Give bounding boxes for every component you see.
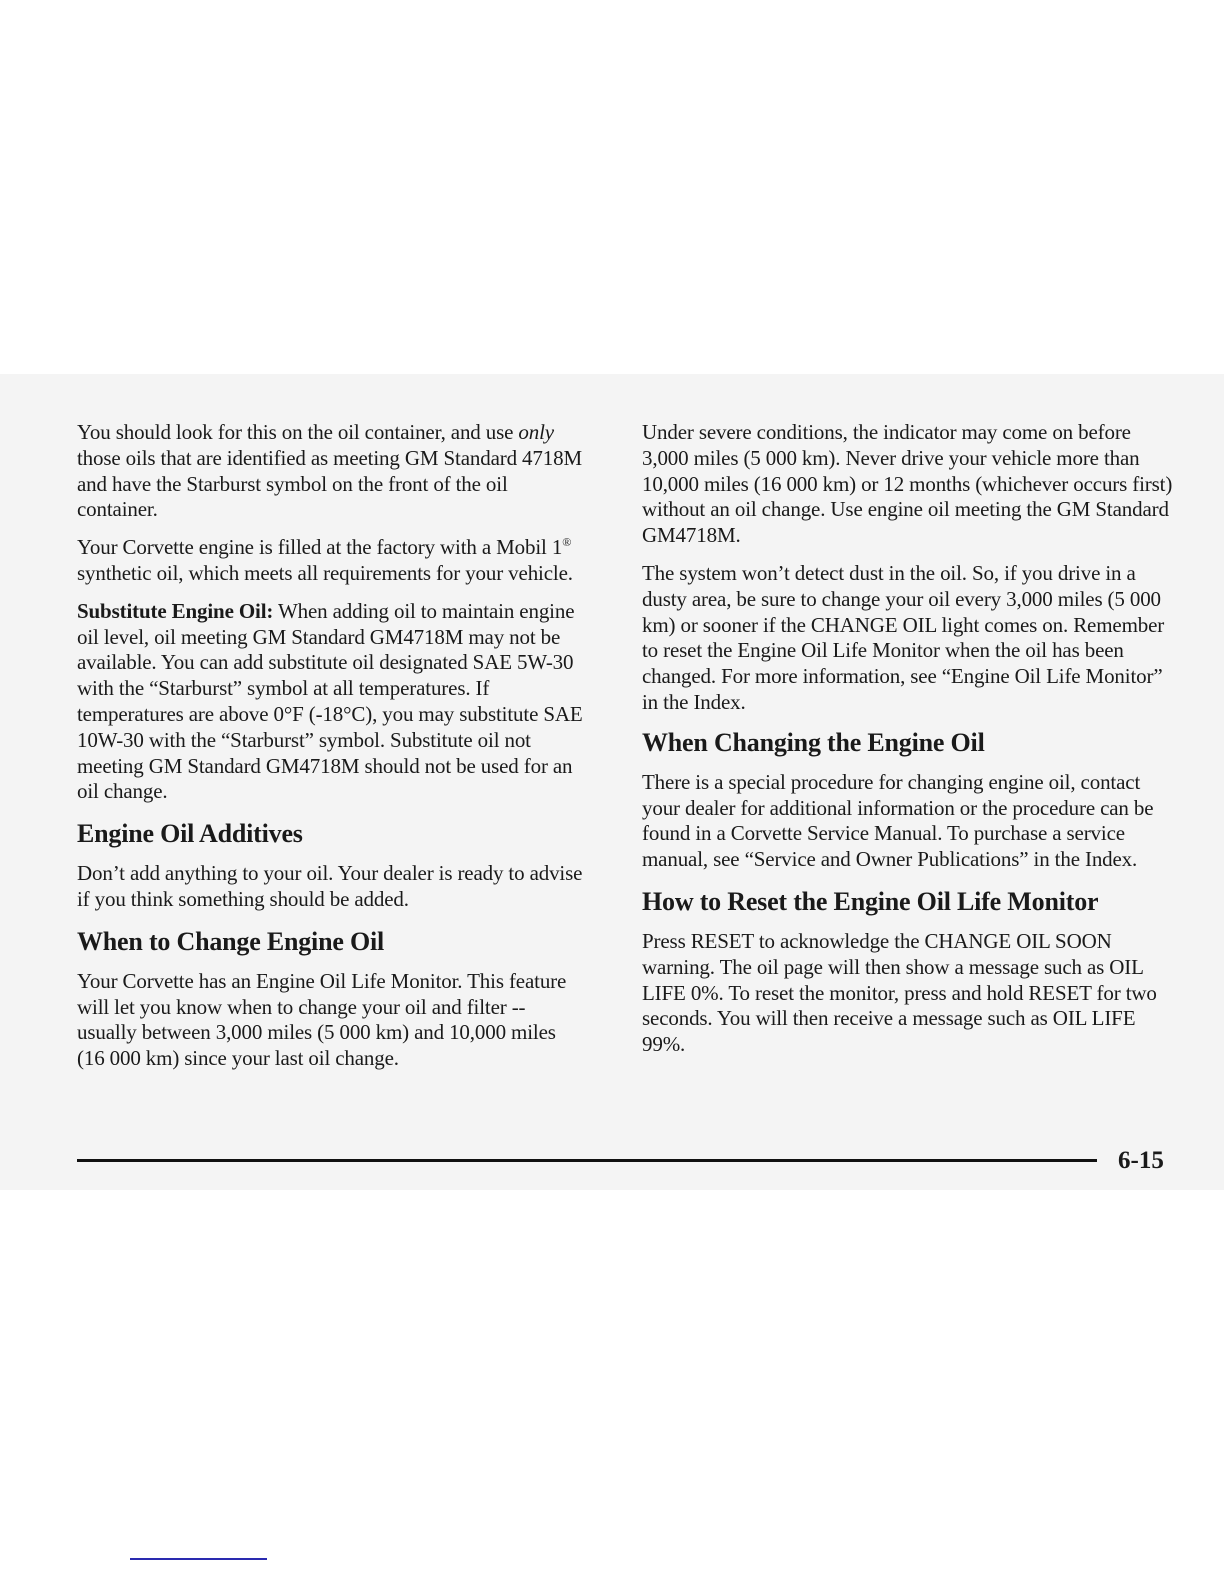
oil-container-paragraph: You should look for this on the oil container, and use only those oils that are identified as meeting GM Standard 4718M and have the Starburst symbol on the front of the oil container. (77, 420, 582, 522)
heading-when-to-change-oil: When to Change Engine Oil (77, 926, 385, 956)
severe-conditions-paragraph: Under severe conditions, the indicator may come on before 3,000 miles (5 000 km). Never drive your vehicle more than 10,000 miles (16 000 km) or 12 months (whichever occurs first) without an oil change. Use engine oil meeting the GM Standard GM4718M. (642, 420, 1173, 548)
additives-paragraph: Don’t add anything to your oil. Your dealer is ready to advise if you think something should be added. (77, 861, 583, 911)
factory-fill-paragraph: Your Corvette engine is filled at the factory with a Mobil 1® synthetic oil, which meets all requirements for your vehicle. (77, 535, 573, 585)
footer-rule (77, 1159, 1097, 1162)
oil-life-monitor-paragraph: Your Corvette has an Engine Oil Life Monitor. This feature will let you know when to change your oil and filter -- usually between 3,000 miles (5 000 km) and 10,000 miles (16 000 km) since your last oil change. (77, 968, 567, 1071)
heading-engine-oil-additives: Engine Oil Additives (77, 819, 303, 849)
heading-when-changing-oil: When Changing the Engine Oil (642, 727, 985, 757)
right-column (642, 420, 1182, 1070)
bottom-link-underline (130, 1558, 267, 1560)
dust-paragraph: The system won’t detect dust in the oil. So, if you drive in a dusty area, be sure to change your oil every 3,000 miles (5 000 km) or sooner if the CHANGE OIL light comes on. Remember to reset the Engine Oil Life Monitor when the oil has been changed. For more information, see “Engine Oil Life Monitor” in the Index. (642, 560, 1165, 714)
changing-procedure-paragraph: There is a special procedure for changing engine oil, contact your dealer for additional information or the procedure can be found in a Corvette Service Manual. To purchase a service manual, see “Service and Owner Publications” in the Index. (642, 769, 1154, 872)
left-column (77, 420, 587, 1084)
substitute-oil-paragraph: Substitute Engine Oil: When adding oil to maintain engine oil level, oil meeting GM Standard GM4718M may not be available. You can add substitute oil designated SAE 5W-30 with the “Starburst” symbol at all temperatures. If temperatures are above 0°F (-18°C), you may substitute SAE 10W-30 with the “Starburst” symbol. Substitute oil not meeting GM Standard GM4718M should not be used for an oil change. (77, 598, 583, 804)
page-number: 6-15 (1118, 1147, 1164, 1174)
heading-reset-monitor: How to Reset the Engine Oil Life Monitor (642, 886, 1099, 916)
reset-instructions-paragraph: Press RESET to acknowledge the CHANGE OIL SOON warning. The oil page will then show a message such as OIL LIFE 0%. To reset the monitor, press and hold RESET for two seconds. You will then receive a message such as OIL LIFE 99%. (642, 928, 1157, 1057)
only-emphasis: only (518, 420, 554, 444)
substitute-oil-label: Substitute Engine Oil: (77, 598, 274, 623)
registered-mark: ® (562, 535, 572, 550)
